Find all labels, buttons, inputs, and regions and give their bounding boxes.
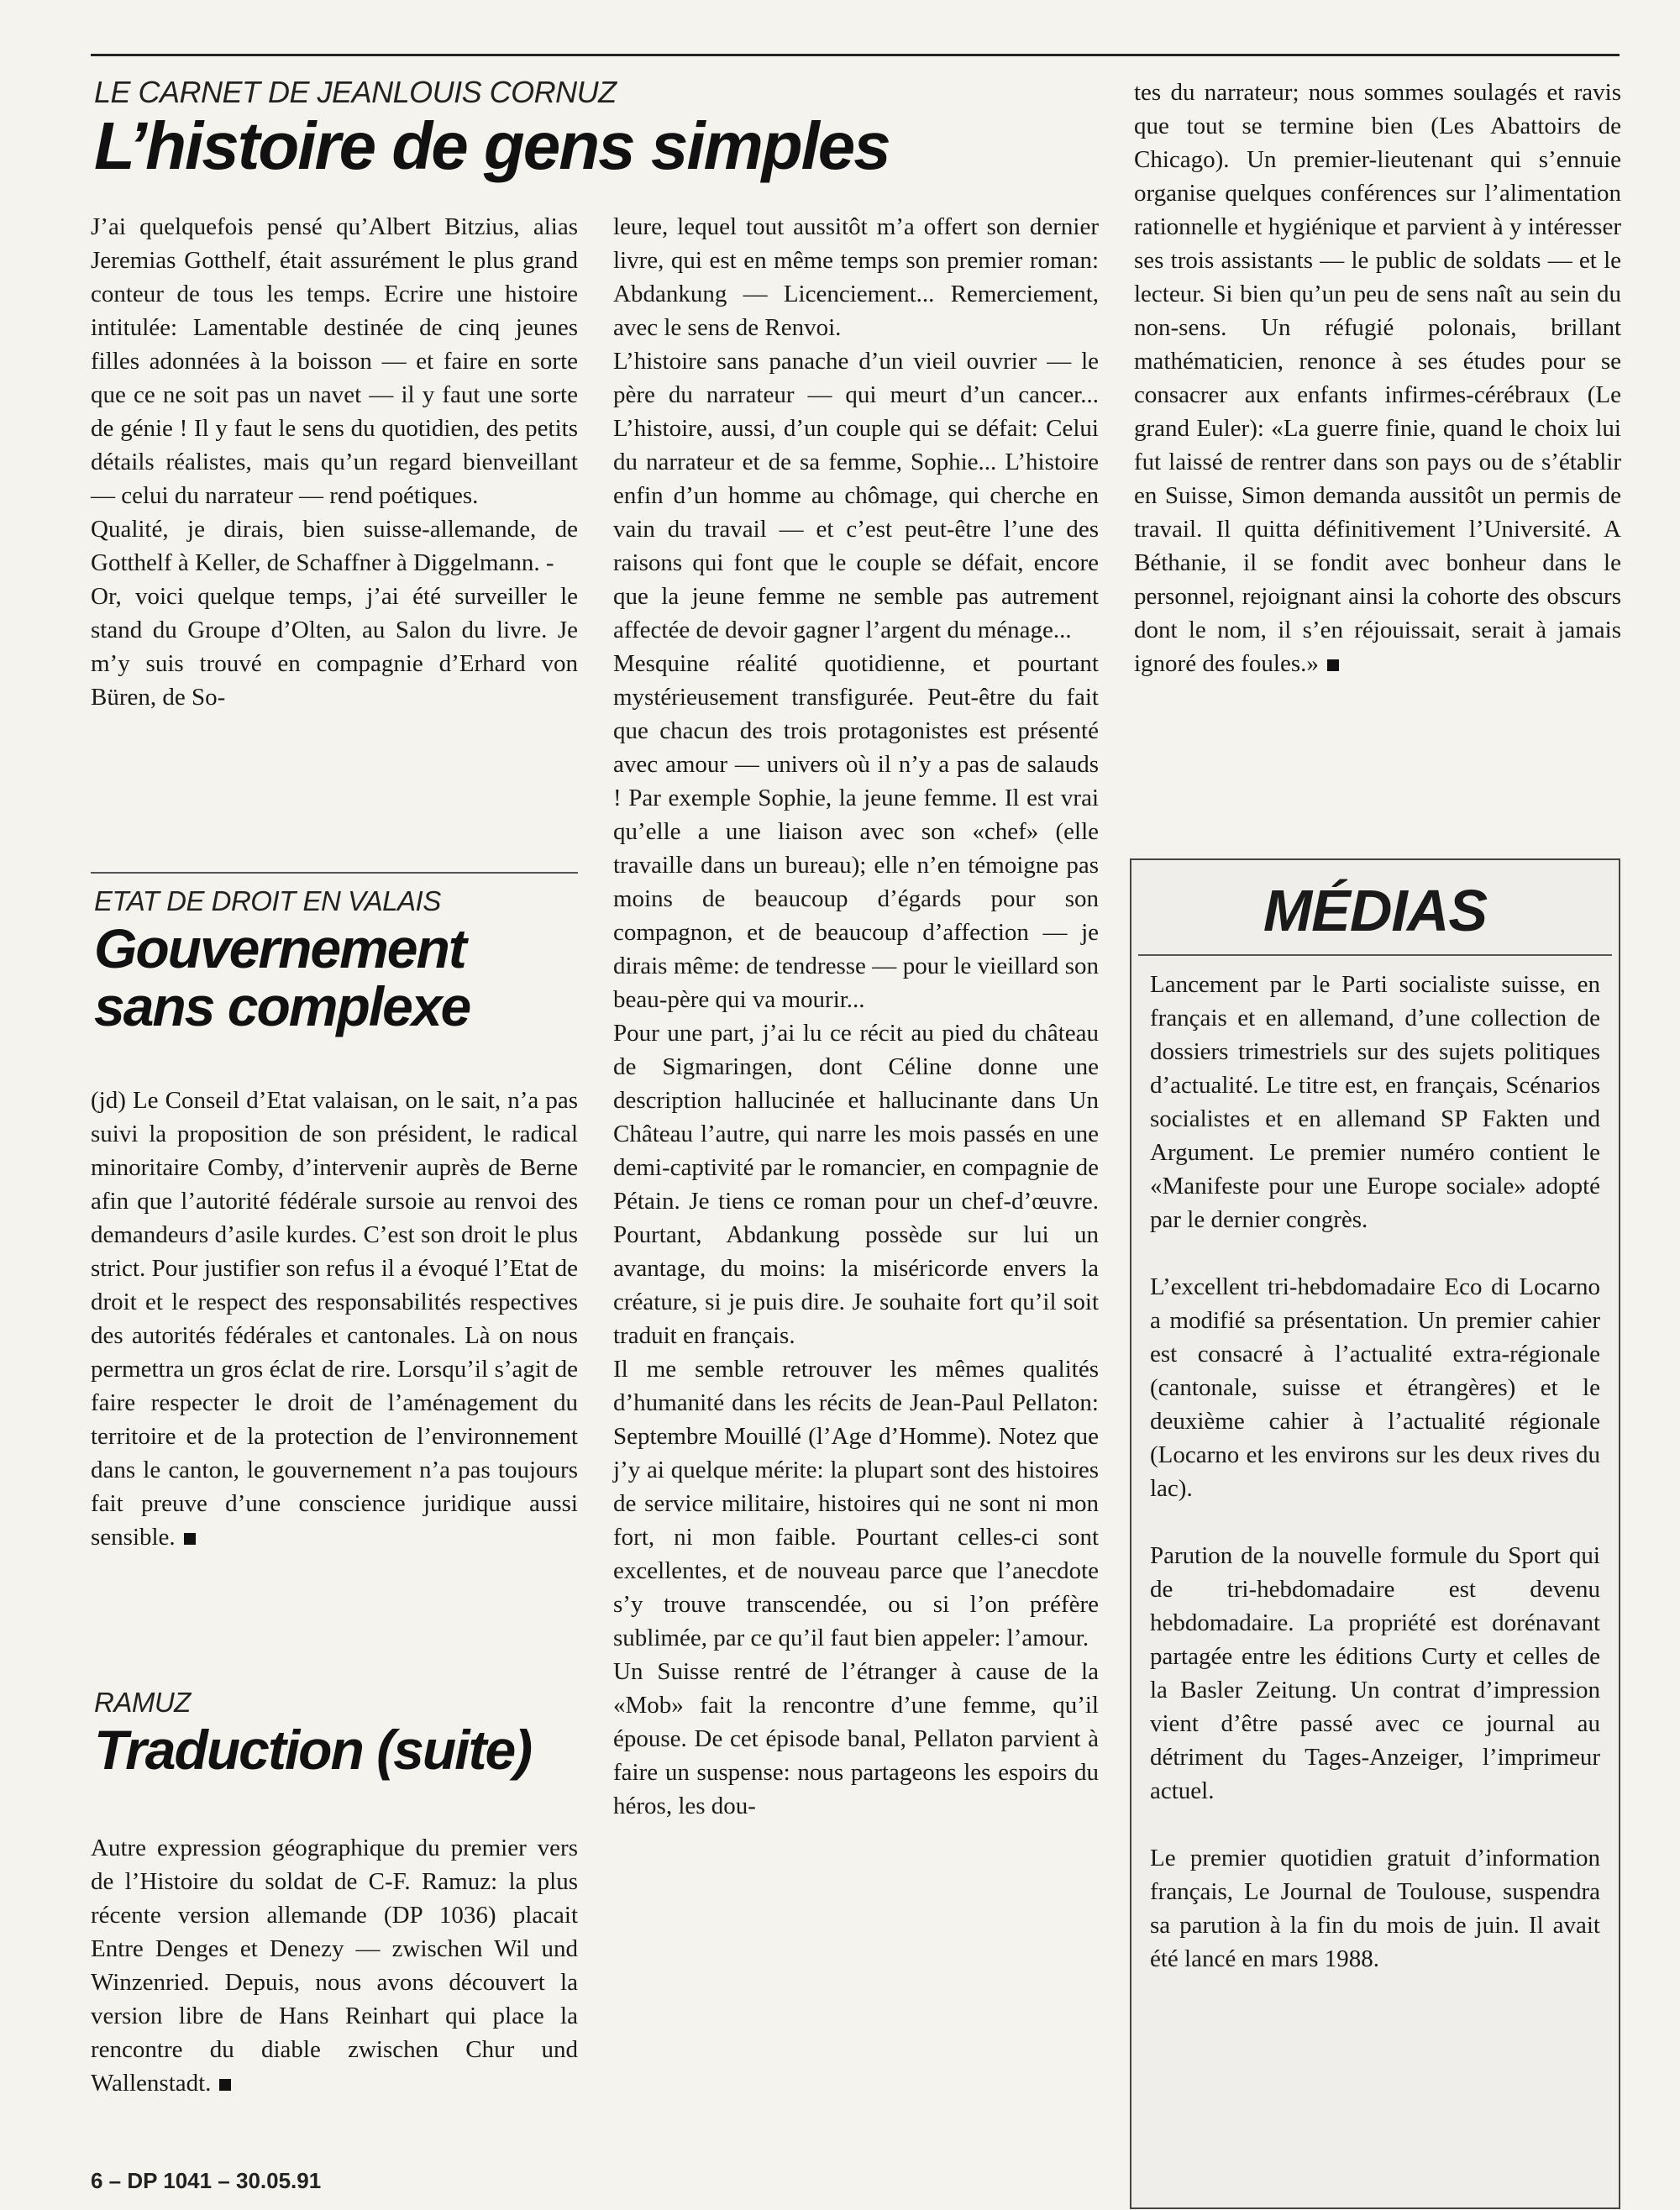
column-divider (91, 872, 578, 874)
medias-box (1130, 858, 1620, 2209)
end-mark-icon (184, 1533, 196, 1545)
article2-title-line2: sans complexe (94, 975, 470, 1038)
end-mark-icon (219, 2079, 231, 2091)
article-header (94, 77, 1136, 181)
paragraph: tes du narrateur; nous sommes soulagés et ravis que tout se termine bien (Les Abattoirs de Chicago). Un premier-lieutenant qui s’ennuie organise quelques conférences sur l’alimentation rationnelle et hygiénique et parvient à y intéresser ses trois assistants — le public de soldats — et le lecteur. Si bien qu’un peu de sens naît au sein du non-sens. Un réfugié polonais, brillant mathématicien, renonce à ses études pour se consacrer aux enfants infirmes-cérébraux (Le grand Euler): «La guerre finie, quand le choix lui fut laissé de rentrer dans son pays ou de s’établir en Suisse, Simon demanda aussitôt un permis de travail. Il quitta définitivement l’Université. A Béthanie, il se fondit avec bonheur dans le personnel, rejoignant ainsi la cohorte des obscurs dont le nom, il s’en réjouissait, serait à jamais ignoré des foules.» (1134, 79, 1621, 677)
medias-title: MÉDIAS (1263, 878, 1488, 943)
end-mark-icon (1327, 659, 1339, 671)
medias-paragraph: L’excellent tri-hebdomadaire Eco di Locarno a modifié sa présentation. Un premier cahier est consacré à l’actualité extra-régionale (cantonale, suisse et étrangères) et le deuxième cahier à l’actualité régionale (Locarno et les environs sur les deux rives du lac). (1150, 1273, 1600, 1502)
paragraph: leure, lequel tout aussitôt m’a offert son dernier livre, qui est en même temps son premier roman: Abdankung — Licenciement... Remerciement, avec le sens de Renvoi. (613, 213, 1099, 341)
paragraph: Or, voici quelque temps, j’ai été surveiller le stand du Groupe d’Olten, au Salon du livre. Je m’y suis trouvé en compagnie d’Erhard von Büren, de So- (91, 583, 578, 711)
article1-column2 (613, 210, 1099, 1823)
paragraph: Pour une part, j’ai lu ce récit au pied du château de Sigmaringen, dont Céline donne une description hallucinée et hallucinante dans Un Château l’autre, qui narre les mois passés en une demi-captivité par le romancier, en compagnie de Pétain. Je tiens ce roman pour un chef-d’œuvre. Pourtant, Abdankung possède sur lui un avantage, du moins: la miséricorde envers la créature, si je puis dire. Je souhaite fort qu’il soit traduit en français. (613, 1020, 1099, 1349)
article1-column1 (91, 210, 578, 714)
article3-kicker: RAMUZ (94, 1687, 191, 1718)
paragraph: J’ai quelquefois pensé qu’Albert Bitzius, alias Jeremias Gotthelf, était assurément le plus grand conteur de tous les temps. Ecrire une histoire intitulée: Lamentable destinée de cinq jeunes filles adonnées à la boisson — et faire en sorte que ce ne soit pas un navet — il y faut une sorte de génie ! Il y faut le sens du quotidien, des petits détails réalistes, mais qu’un regard bienveillant — celui du narrateur — rend poétiques. (91, 213, 578, 509)
medias-body (1150, 968, 1600, 2009)
medias-paragraph: Parution de la nouvelle formule du Sport qui de tri-hebdomadaire est devenu hebdomadaire. La propriété est dorénavant partagée entre les éditions Curty et celles de la Basler Zeitung. Un contrat d’impression vient d’être passé avec ce journal au détriment du Tages-Anzeiger, l’imprimeur actuel. (1150, 1542, 1600, 1804)
medias-paragraph: Lancement par le Parti socialiste suisse, en français et en allemand, d’une collection de dossiers trimestriels sur des sujets politiques d’actualité. Le titre est, en français, Scénarios socialistes et en allemand SP Fakten und Argument. Le premier numéro contient le «Manifeste pour une Europe sociale» adopté par le dernier congrès. (1150, 971, 1600, 1233)
article3-title: Traduction (suite) (94, 1719, 532, 1781)
paragraph: Autre expression géographique du premier vers de l’Histoire du soldat de C-F. Ramuz: la plus récente version allemande (DP 1036) placait Entre Denges et Denezy — zwischen Wil und Winzenried. Depuis, nous avons découvert la version libre de Hans Reinhart qui place la rencontre du diable zwischen Chur und Wallenstadt. (91, 1835, 578, 2097)
article1-kicker: LE CARNET DE JEANLOUIS CORNUZ (94, 75, 617, 109)
article3-body (91, 1831, 578, 2100)
article1-title: L’histoire de gens simples (94, 108, 890, 183)
article2-body (91, 1084, 578, 1554)
article3-header (94, 1688, 581, 1779)
article1-column3 (1134, 76, 1621, 680)
medias-paragraph: Le premier quotidien gratuit d’information français, Le Journal de Toulouse, suspendra sa parution à la fin du mois de juin. Il avait été lancé en mars 1988. (1150, 1845, 1600, 1972)
article2-title-line1: Gouvernement (94, 917, 465, 979)
article2-kicker: ETAT DE DROIT EN VALAIS (94, 885, 441, 916)
paragraph: L’histoire sans panache d’un vieil ouvrier — le père du narrateur — qui meurt d’un cancer... L’histoire, aussi, d’un couple qui se défait: Celui du narrateur et de sa femme, Sophie... L’histoire enfin d’un homme au chômage, qui cherche en vain du travail — et c’est peut-être l’une des raisons qui font que le couple se défait, encore que la jeune femme ne semble pas autrement affectée de devoir gagner l’argent du ménage... (613, 348, 1099, 643)
article2-header (94, 887, 581, 1037)
top-rule (91, 54, 1620, 56)
paragraph: Mesquine réalité quotidienne, et pourtant mystérieusement transfigurée. Peut-être du fait que chacun des trois protagonistes est présenté avec amour — univers où il n’y a pas de salauds ! Par exemple Sophie, la jeune femme. Il est vrai qu’elle a une liaison avec son «chef» (elle travaille dans un bureau); elle n’en témoigne pas moins de beaucoup d’égards pour son compagnon, et de beaucoup d’affection — je dirais même: de tendresse — pour le vieillard son beau-père qui va mourir... (613, 650, 1099, 1013)
paragraph: Un Suisse rentré de l’étranger à cause de la «Mob» fait la rencontre d’une femme, qu’il épouse. De cet épisode banal, Pellaton parvient à faire un suspense: nous partageons les espoirs du héros, les dou- (613, 1658, 1099, 1819)
medias-divider (1138, 954, 1612, 956)
paragraph: Qualité, je dirais, bien suisse-allemande, de Gotthelf à Keller, de Schaffner à Diggelmann. - (91, 516, 578, 576)
paragraph: Il me semble retrouver les mêmes qualités d’humanité dans les récits de Jean-Paul Pellaton: Septembre Mouillé (l’Age d’Homme). Notez que j’y ai quelque mérite: la plupart sont des histoires de service militaire, histoires qui ne sont ni mon fort, ni mon faible. Pourtant celles-ci sont excellentes, et de nouveau parce que l’anecdote s’y trouve transcendée, ou si l’on préfère sublimée, par ce qu’il faut bien appeler: l’amour. (613, 1356, 1099, 1651)
paragraph: (jd) Le Conseil d’Etat valaisan, on le sait, n’a pas suivi la proposition de son président, le radical minoritaire Comby, d’intervenir auprès de Berne afin que l’autorité fédérale sursoie au renvoi des demandeurs d’asile kurdes. C’est son droit le plus strict. Pour justifier son refus il a évoqué l’Etat de droit et le respect des responsabilités respectives des autorités fédérales et cantonales. Là on nous permettra un gros éclat de rire. Lorsqu’il s’agit de faire respecter le droit de l’aménagement du territoire et de la protection de l’environnement dans le canton, le gouvernement n’a pas toujours fait preuve d’une conscience juridique aussi sensible. (91, 1087, 578, 1551)
page-footer: 6 – DP 1041 – 30.05.91 (91, 2168, 322, 2193)
